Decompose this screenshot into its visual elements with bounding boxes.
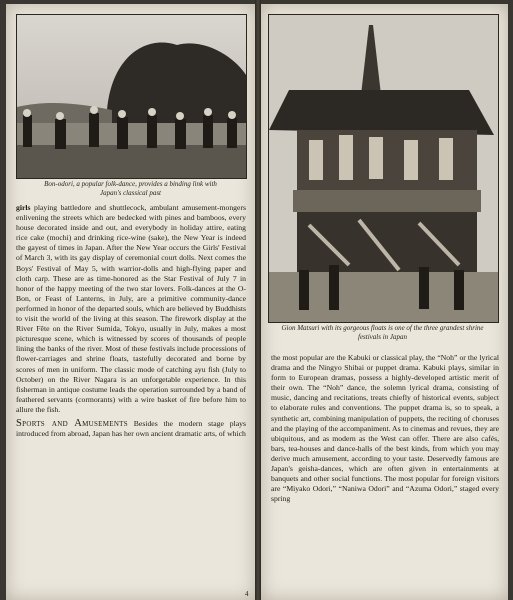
left-body-paragraph: playing battledore and shuttlecock, ambulant amusement-mongers enlivening the streets which are bedecked with pines and bamboos, every house decorated inside and out, and everybody in holiday attire, eating rice cake (mochi) and drinking rice-wine (sake), the New Year is indeed the gayest of times in Japan. After the New Year occurs the Girls' Festival of March 3, with its gay display of ceremonial court dolls. Next comes the Boys' Festival of May 5, with warrior-dolls and high-flying paper and cloth carp. These are as time-honored as the Star Festival of July 7 in honor of the happy meeting of the two star lovers. Folk-dances at the O-Bon, or Feast of Lanterns, in July, are a primitive community-dance performed in honor of the departed souls, which are believed by Buddhists to visit the world of the living at this season. The firework display at the River Fête on the River Sumida, Tokyo, usually in July, makes a most picturesque scene, which is witnessed by scores of thousands of people lining the banks of the river. Most of these festivals include processions of flower-carriages and shrine floats, tastefully decorated and borne by scores of men in uniform. The classic mode of catching ayu fish (July to October) on the River Nagara is an unforgetable experience. In this fisherman in antique costume leads the operation surrounded by a band of feathered servants (cormorants) with a wire basket of fire before him to allure the fish. — [16, 203, 246, 414]
left-body-text — [16, 203, 246, 439]
page-number: 4 — [245, 590, 249, 598]
right-body-text: the most popular are the Kabuki or classical play, the “Noh” or the lyrical drama and the Ningyo Shibai or puppet drama. Kabuki plays, similar in form to European dramas, possess a highly-developed artistic merit of their own. The “Noh” dance, the solemn lyrical drama, consisting of music, dancing and recitations, treats chiefly of historical events, subject to elaborate rules and conventions. The puppet drama is, so to speak, a synthetic art, combining manipulation of puppets, the reciting of choruses and the playing of the accompaniment. As to cinemas and revues, they are ubiquitous, and as modern as the West can offer. There are also cafés, bars, tea-houses and dance-halls of the best kinds, from which you may derive much amusement, according to your taste. Deservedly famous are Japan's geisha-dances, which are often given in entertainments at banquets and other social functions. The most popular for foreign visitors are “Miyako Odori,” “Naniwa Odori” and “Azuma Odori,” staged every spring — [271, 353, 499, 504]
bon-odori-caption: Bon-odori, a popular folk-dance, provides a binding link with Japan's classical past — [44, 180, 217, 197]
bon-odori-photo — [16, 14, 247, 179]
section-heading: Sports and Amusements — [16, 417, 128, 429]
gion-matsuri-photo — [268, 14, 499, 323]
body-lead-word: girls — [16, 203, 31, 212]
section-paragraph: Besides the modern stage plays introduced from abroad, Japan has her own ancient dramatic arts, of which — [16, 418, 246, 439]
left-page — [6, 4, 255, 600]
gion-matsuri-caption: Gion Matsuri with its gorgeous floats is one of the three grandest shrine festivals in Japan — [281, 324, 484, 341]
right-page — [261, 4, 508, 600]
